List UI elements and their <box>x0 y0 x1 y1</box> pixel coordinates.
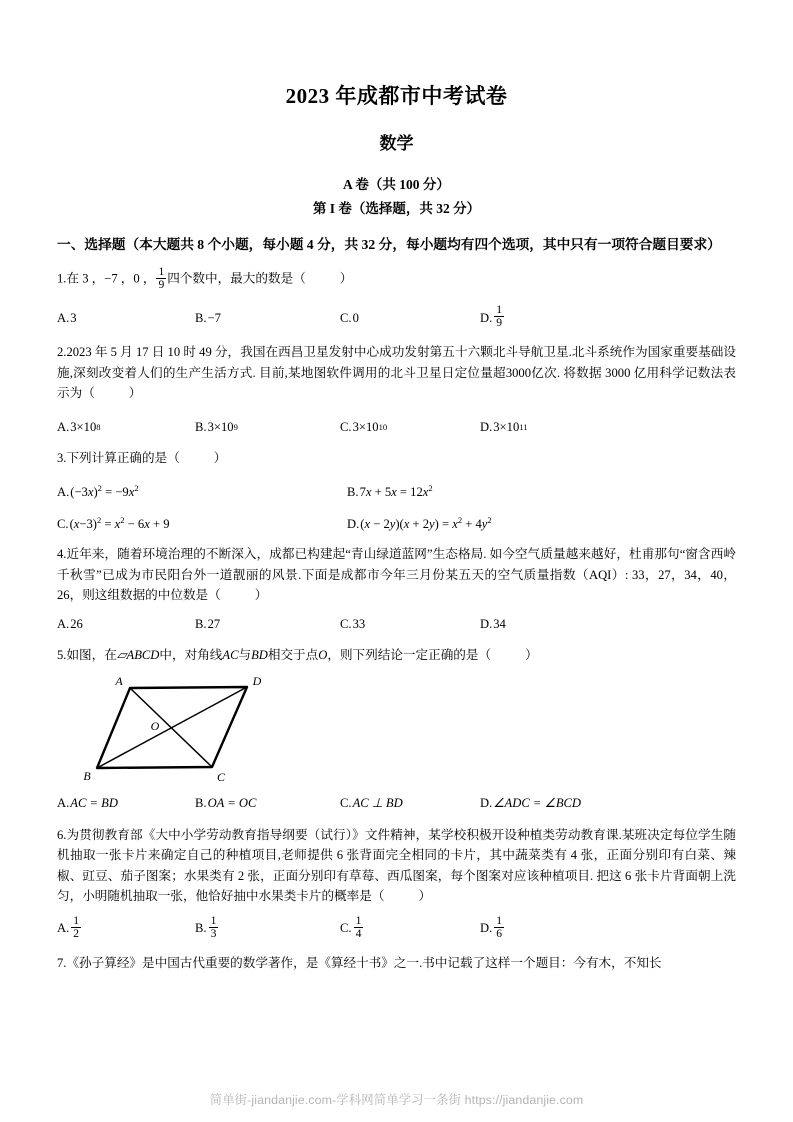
parallelogram-abcd-diagram <box>75 674 275 784</box>
page-title: 2023 年成都市中考试卷 <box>285 84 508 108</box>
question-3-options <box>57 468 736 532</box>
figure-label-b: B <box>83 768 91 783</box>
question-5-figure <box>57 666 736 784</box>
option-4-c[interactable]: C. 33 <box>340 617 366 632</box>
q5-number: 5. <box>57 648 67 663</box>
option-6-d[interactable]: D. $\frac{1}{6}$ <box>480 913 503 940</box>
question-7-stem: 7.《孙子算经》是中国古代重要的数学著作，是《算经十书》之一.书中记载了这样一个题目：今有木，不知长 <box>57 955 662 970</box>
paper-part-heading: A 卷（共 100 分） <box>343 177 450 193</box>
question-7 <box>57 941 736 973</box>
option-6-d-fraction: $\frac{1}{6}$ <box>496 913 503 940</box>
q6-number: 6. <box>57 827 67 842</box>
paper-section-heading: 第 I 卷（选择题，共 32 分） <box>312 201 481 217</box>
option-5-d[interactable]: D. ∠ADC = ∠BCD <box>480 795 582 810</box>
question-2-options <box>57 404 736 437</box>
question-5 <box>57 634 736 813</box>
q1-fraction: $\frac{1}{9}$ <box>158 265 165 292</box>
option-1-a[interactable]: A. 3 <box>57 310 77 325</box>
option-2-a[interactable]: A. 3×10 8 <box>57 419 101 434</box>
option-6-a-fraction: $\frac{1}{2}$ <box>73 913 80 940</box>
option-1-b[interactable]: B. −7 <box>195 310 221 325</box>
option-6-a[interactable]: A. $\frac{1}{2}$ <box>57 913 80 940</box>
subject-title: 数学 <box>379 134 414 154</box>
figure-label-a: A <box>115 673 123 688</box>
option-3-a-expression: $(-3x)^2 = -9x^2$ <box>70 482 139 500</box>
option-3-d-expression: $(x - 2y)(x + 2y) = x^2 + 4y^2$ <box>360 514 492 532</box>
question-3 <box>57 437 736 532</box>
question-2 <box>57 330 736 436</box>
q3-number: 3. <box>57 450 67 465</box>
question-4-stem: 4.近年来，随着环境治理的不断深入，成都已构建起“青山绿道蓝网”生态格局. 如今空气质量越来越好，杜甫那句“窗含西岭千秋雪”已成为市民阳台外一道靓丽的风景.下面是成都市今年三月份某五天的空气质量指数（AQI）: 33，27，34，40，26，则这组数据的中位数是（ ） <box>57 547 736 602</box>
q4-number: 4. <box>57 547 67 562</box>
option-6-b[interactable]: B. $\frac{1}{3}$ <box>195 913 217 940</box>
option-5-b[interactable]: B. OA = OC <box>195 795 257 810</box>
footer-watermark: 简单街-jiandanjie.com-学科网简单学习一条街 https://jiandanjie.com <box>209 1093 584 1107</box>
option-3-d[interactable]: D. $(x - 2y)(x + 2y) = x^2 + 4y^2$ <box>347 514 492 532</box>
question-1 <box>57 256 736 330</box>
section-instructions: 一、选择题（本大题共 8 个小题，每小题 4 分，共 32 分，每小题均有四个选项，其中只有一项符合题目要求） <box>57 237 721 253</box>
question-4-options <box>57 605 736 634</box>
option-3-b[interactable]: B. $7x + 5x = 12x^2$ <box>347 482 433 500</box>
q7-number: 7. <box>57 955 67 970</box>
option-4-a[interactable]: A. 26 <box>57 617 83 632</box>
option-3-a[interactable]: A. $(-3x)^2 = -9x^2$ <box>57 482 139 500</box>
option-4-d[interactable]: D. 34 <box>480 617 506 632</box>
option-4-b[interactable]: B. 27 <box>195 617 221 632</box>
option-6-c-fraction: $\frac{1}{4}$ <box>355 913 362 940</box>
question-2-stem: 2.2023 年 5 月 17 日 10 时 49 分，我国在西昌卫星发射中心成功发射第五十六颗北斗导航卫星.北斗系统作为国家重要基础设施,深刻改变着人们的生产生活方式. 目前,某地图软件调用的北斗卫星日定位量超3000亿次. 将数据 3000 亿用科学记数法表示为（ ） <box>57 345 736 401</box>
option-2-b[interactable]: B. 3×10 9 <box>195 419 238 434</box>
option-2-c[interactable]: C. 3×10 10 <box>340 419 388 434</box>
option-2-d[interactable]: D. 3×10 11 <box>480 419 528 434</box>
option-3-c-expression: $(x-3)^2 = x^2 - 6x + 9$ <box>69 514 170 532</box>
option-1-d[interactable]: D. $\frac{1}{9}$ <box>480 303 503 330</box>
option-1-c[interactable]: C. 0 <box>340 310 359 325</box>
question-5-stem: 5.如图，在▱ABCD中，对角线AC与BD相交于点O，则下列结论一定正确的是（ ） <box>57 648 538 663</box>
q1-number: 1. <box>57 271 67 286</box>
question-1-options <box>57 292 736 330</box>
option-6-c[interactable]: C. $\frac{1}{4}$ <box>340 913 362 940</box>
figure-label-c: C <box>216 769 226 784</box>
question-4 <box>57 532 736 634</box>
option-3-b-expression: $7x + 5x = 12x^2$ <box>359 482 433 500</box>
question-5-options <box>57 784 736 813</box>
question-3-stem: 3.下列计算正确的是（ ） <box>57 450 227 465</box>
option-6-b-fraction: $\frac{1}{3}$ <box>210 913 217 940</box>
question-6-stem: 6.为贯彻教育部《大中小学劳动教育指导纲要（试行）》文件精神，某学校积极开设种植类劳动教育课.某班决定每位学生随机抽取一张卡片来确定自己的种植项目,老师提供 6 张背面完全相同的卡片，其中蔬菜类有 4 张，正面分别印有白菜、辣椒、豇豆、茄子图案；水果类有 2 张，正面分别印有草莓、西瓜图案，每个图案对应该种植项目. 把这 6 张卡片背面朝上洗匀，小明随机抽取一张，他恰好抽中水果类卡片的概率是（ ） <box>57 827 736 904</box>
question-1-stem: 1.在 3 ，−7 ，0 ， $\frac{1}{9}$ 四个数中，最大的数是（ ） <box>57 265 353 292</box>
question-6 <box>57 813 736 941</box>
option-5-c[interactable]: C. AC ⊥ BD <box>340 795 403 810</box>
option-1-d-fraction: $\frac{1}{9}$ <box>496 303 503 330</box>
question-6-options <box>57 907 736 941</box>
q2-number: 2. <box>57 345 67 360</box>
figure-label-d: D <box>252 673 262 688</box>
option-3-c[interactable]: C. $(x-3)^2 = x^2 - 6x + 9$ <box>57 514 170 532</box>
figure-label-o: O <box>150 718 160 733</box>
option-5-a[interactable]: A. AC = BD <box>57 795 118 810</box>
